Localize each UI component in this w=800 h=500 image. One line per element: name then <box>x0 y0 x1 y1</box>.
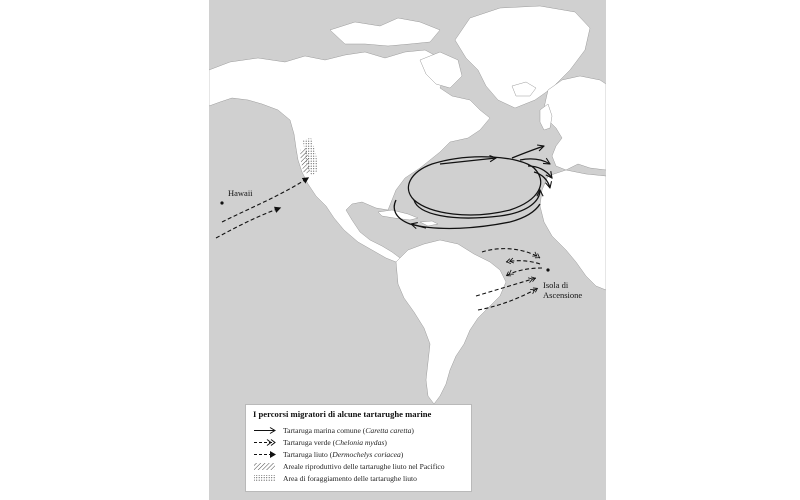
hawaii-label: Hawaii <box>228 188 253 198</box>
hawaii-marker <box>220 201 223 204</box>
legend-item-species: Dermochelys coriacea <box>332 449 401 459</box>
filled-arrow-dashed-line-icon <box>253 450 277 459</box>
legend-item-species: Chelonia mydas <box>335 437 385 447</box>
legend <box>245 404 472 492</box>
ascension-label: Isola di Ascensione <box>543 280 583 300</box>
legend-item-nesting-area <box>253 460 464 472</box>
legend-item-green-turtle <box>253 436 464 448</box>
europe <box>544 76 606 170</box>
ascension-marker <box>546 268 549 271</box>
legend-item-foraging-area <box>253 472 464 484</box>
legend-item-suffix: ) <box>384 437 387 447</box>
legend-item-label: Tartaruga verde ( <box>283 437 336 447</box>
double-arrow-dashed-line-icon <box>253 438 277 447</box>
legend-item-suffix: ) <box>400 449 404 459</box>
open-arrow-solid-line-icon <box>253 426 277 435</box>
legend-item-label: Area di foraggiamento delle tartarughe liuto <box>283 473 417 483</box>
legend-item-leatherback <box>253 448 464 460</box>
legend-item-label: Areale riproduttivo delle tartarughe liuto nel Pacifico <box>283 461 445 471</box>
legend-item-suffix: ) <box>411 425 414 435</box>
legend-item-loggerhead <box>253 424 464 436</box>
hatched-area-icon <box>253 462 277 471</box>
legend-item-label: Tartaruga marina comune ( <box>283 425 366 435</box>
dotted-area-icon <box>253 474 277 483</box>
legend-item-species: Caretta caretta <box>365 425 412 435</box>
legend-item-label: Tartaruga liuto ( <box>283 449 333 459</box>
legend-title: I percorsi migratori di alcune tartarughe marine <box>253 409 432 419</box>
